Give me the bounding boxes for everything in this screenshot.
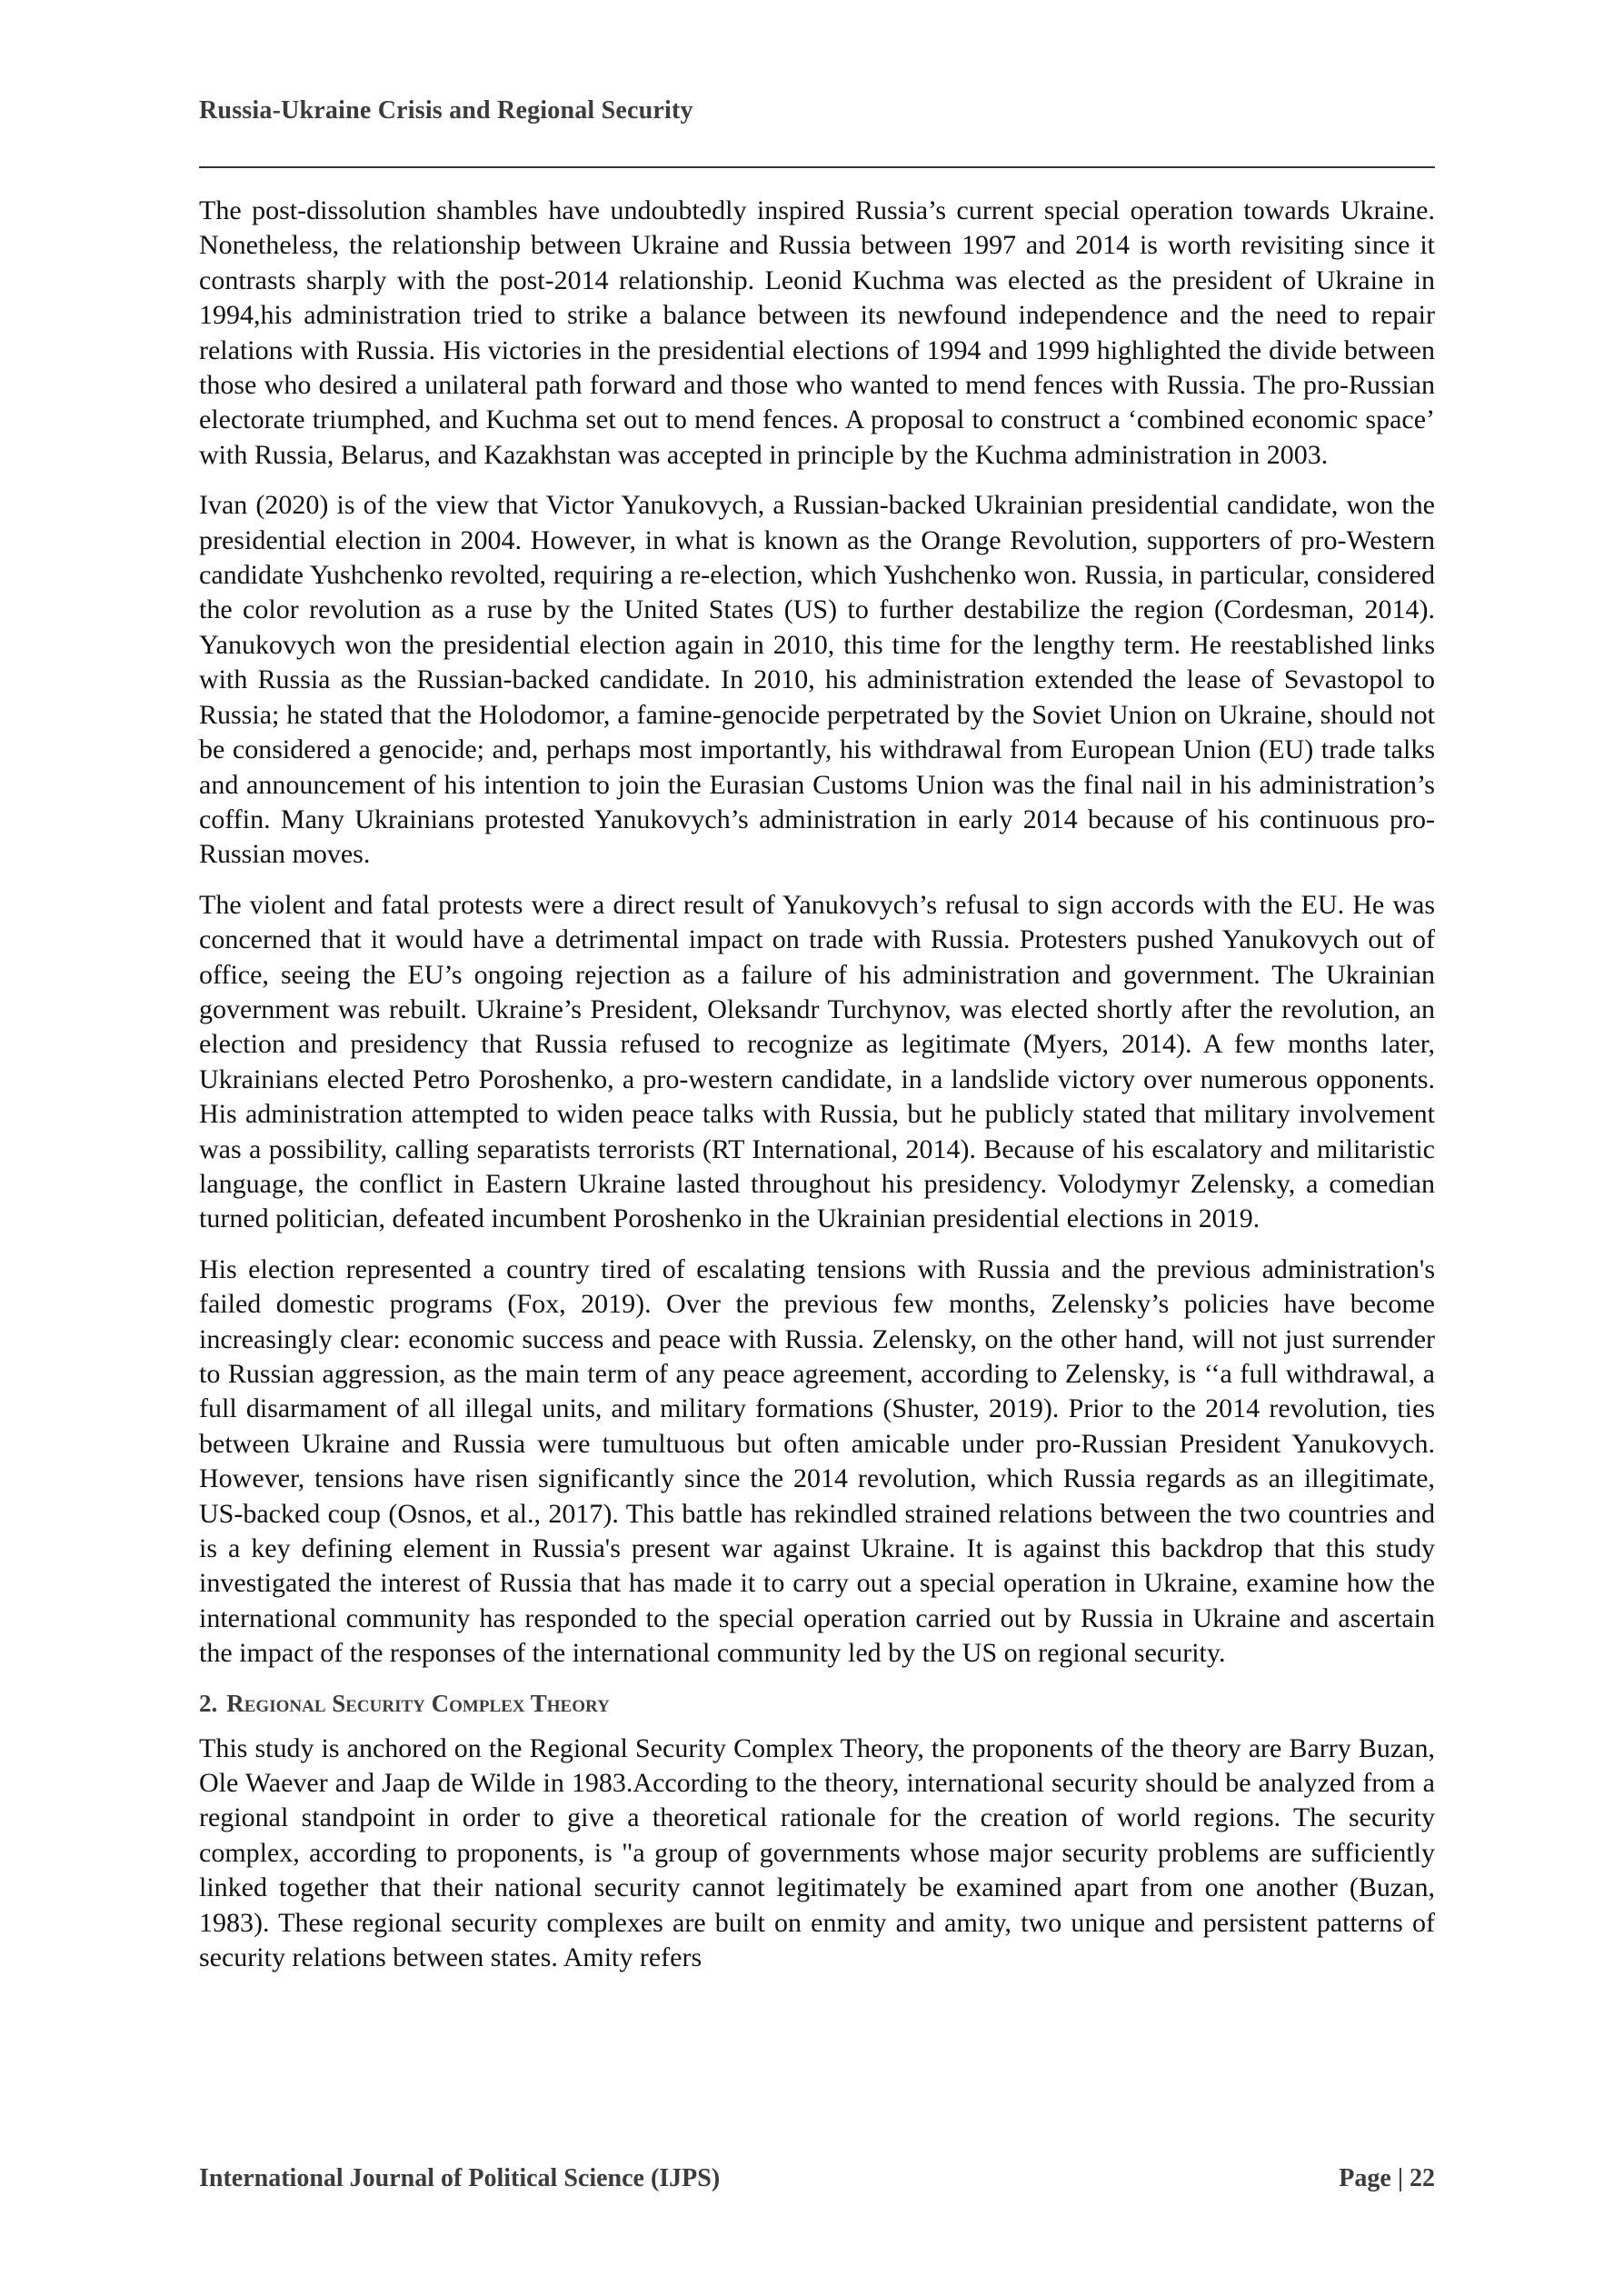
paragraph-4: His election represented a country tired of escalating tensions with Russia and the previous administration's failed domestic programs (Fox, 2019). Over the previous few months, Zelensky’s policies have become increasingly clear: economic success and peace with Russia. Zelensky, on the other hand, will not just surrender to Russian aggression, as the main term of any peace agreement, according to Zelensky, is ‘‘a full withdrawal, a full disarmament of all illegal units, and military formations (Shuster, 2019). Prior to the 2014 revolution, ties between Ukraine and Russia were tumultuous but often amicable under pro-Russian President Yanukovych. However, tensions have risen significantly since the 2014 revolution, which Russia regards as an illegitimate, US-backed coup (Osnos, et al., 2017). This battle has rekindled strained relations between the two countries and is a key defining element in Russia's present war against Ukraine. It is against this backdrop that this study investigated the interest of Russia that has made it to carry out a special operation in Ukraine, examine how the international community has responded to the special operation carried out by Russia in Ukraine and ascertain the impact of the responses of the international community led by the US on regional security. bbox=[199, 1253, 1435, 1669]
body-text bbox=[199, 194, 1435, 1992]
paragraph-2: Ivan (2020) is of the view that Victor Yanukovych, a Russian-backed Ukrainian presidential candidate, won the presidential election in 2004. However, in what is known as the Orange Revolution, supporters of pro-Western candidate Yushchenko revolted, requiring a re-election, which Yushchenko won. Russia, in particular, considered the color revolution as a ruse by the United States (US) to further destabilize the region (Cordesman, 2014). Yanukovych won the presidential election again in 2010, this time for the lengthy term. He reestablished links with Russia as the Russian-backed candidate. In 2010, his administration extended the lease of Sevastopol to Russia; he stated that the Holodomor, a famine-genocide perpetrated by the Soviet Union on Ukraine, should not be considered a genocide; and, perhaps most importantly, his withdrawal from European Union (EU) trade talks and announcement of his intention to join the Eurasian Customs Union was the final nail in his administration’s coffin. Many Ukrainians protested Yanukovych’s administration in early 2014 because of his continuous pro-Russian moves. bbox=[199, 490, 1435, 870]
section-heading bbox=[199, 1687, 1435, 1720]
running-header: Russia-Ukraine Crisis and Regional Security bbox=[199, 96, 693, 125]
footer-journal-name: International Journal of Political Science (IJPS) bbox=[199, 2164, 721, 2192]
section-number: 2. bbox=[199, 1689, 218, 1717]
header-rule bbox=[199, 166, 1435, 168]
section-paragraph: This study is anchored on the Regional Security Complex Theory, the proponents of the theory are Barry Buzan, Ole Waever and Jaap de Wilde in 1983.According to the theory, international security should be analyzed from a regional standpoint in order to give a theoretical rationale for the creation of world regions. The security complex, according to proponents, is "a group of governments whose major security problems are sufficiently linked together that their national security cannot legitimately be examined apart from one another (Buzan, 1983). These regional security complexes are built on enmity and amity, two unique and persistent patterns of security relations between states. Amity refers bbox=[199, 1732, 1435, 1973]
paragraph-1: The post-dissolution shambles have undoubtedly inspired Russia’s current special operation towards Ukraine. Nonetheless, the relationship between Ukraine and Russia between 1997 and 2014 is worth revisiting since it contrasts sharply with the post-2014 relationship. Leonid Kuchma was elected as the president of Ukraine in 1994,his administration tried to strike a balance between its newfound independence and the need to repair relations with Russia. His victories in the presidential elections of 1994 and 1999 highlighted the divide between those who desired a unilateral path forward and those who wanted to mend fences with Russia. The pro-Russian electorate triumphed, and Kuchma set out to mend fences. A proposal to construct a ‘combined economic space’ with Russia, Belarus, and Kazakhstan was accepted in principle by the Kuchma administration in 2003. bbox=[199, 195, 1435, 470]
footer-page-number: Page | 22 bbox=[1339, 2164, 1435, 2192]
paragraph-3: The violent and fatal protests were a direct result of Yanukovych’s refusal to sign accords with the EU. He was concerned that it would have a detrimental impact on trade with Russia. Protesters pushed Yanukovych out of office, seeing the EU’s ongoing rejection as a failure of his administration and government. The Ukrainian government was rebuilt. Ukraine’s President, Oleksandr Turchynov, was elected shortly after the revolution, an election and presidency that Russia refused to recognize as legitimate (Myers, 2014). A few months later, Ukrainians elected Petro Poroshenko, a pro-western candidate, in a landslide victory over numerous opponents. His administration attempted to widen peace talks with Russia, but he publicly stated that military involvement was a possibility, calling separatists terrorists (RT International, 2014). Because of his escalatory and militaristic language, the conflict in Eastern Ukraine lasted throughout his presidency. Volodymyr Zelensky, a comedian turned politician, defeated incumbent Poroshenko in the Ukrainian presidential elections in 2019. bbox=[199, 889, 1435, 1234]
section-title: Regional Security Complex Theory bbox=[226, 1689, 610, 1717]
